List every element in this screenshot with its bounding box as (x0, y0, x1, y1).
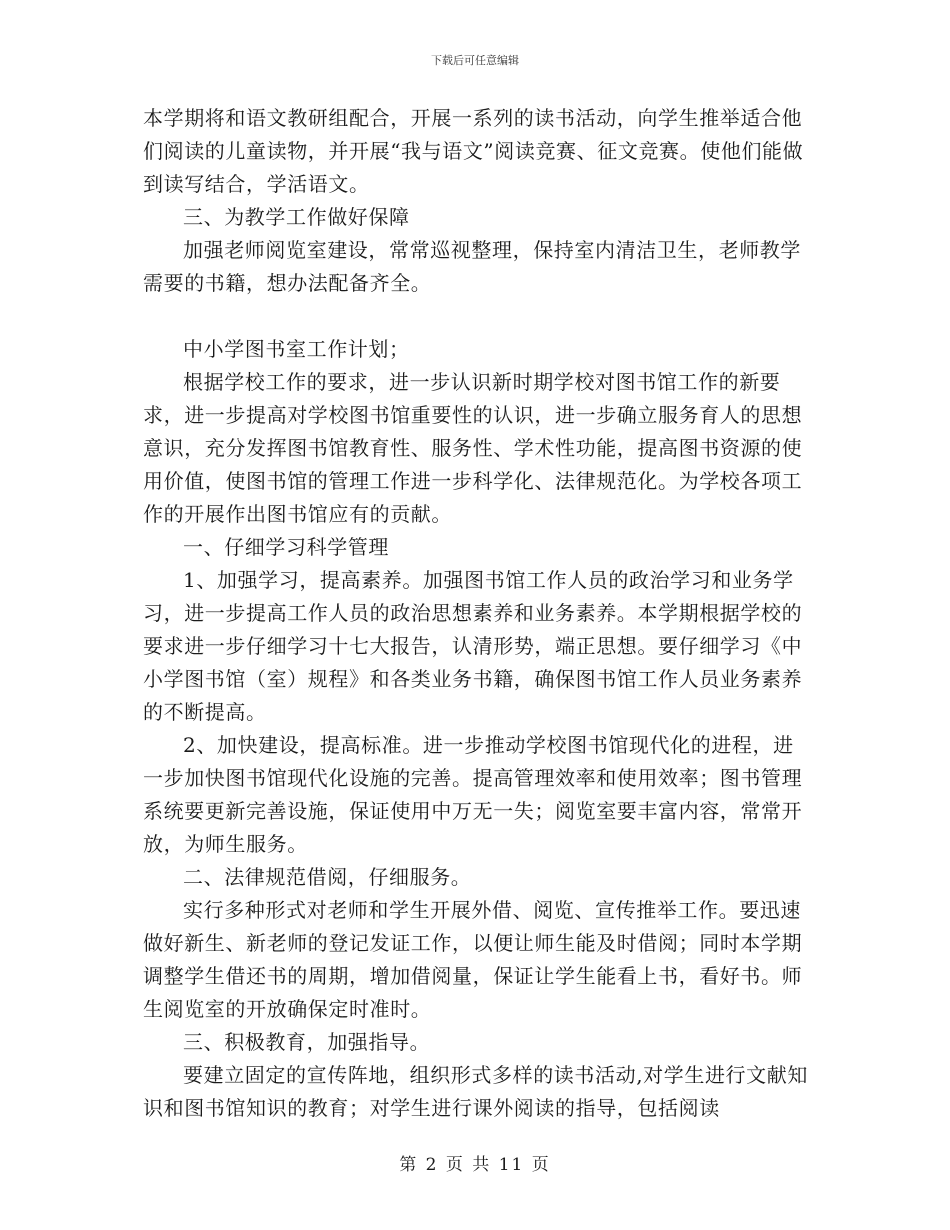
paragraph-education: 要建立固定的宣传阵地，组织形式多样的读书活动,对学生进行文献知识和图书馆知识的教育；对学生进行课外阅读的指导，包括阅读 (143, 1063, 808, 1120)
document-title: 中小学图书室工作计划； (183, 337, 410, 361)
page-number: 第 2 页 共 11 页 (399, 1155, 551, 1175)
paragraph-lending: 实行多种形式对老师和学生开展外借、阅览、宣传推举工作。要迅速做好新生、新老师的登记发证工作，以便让师生能及时借阅；同时本学期调整学生借还书的周期，增加借阅量，保证让学生能看上书，看好书。师生阅览室的开放确保定时准时。 (143, 898, 803, 1021)
paragraph-intro: 根据学校工作的要求，进一步认识新时期学校对图书馆工作的新要求，进一步提高对学校图书馆重要性的认识，进一步确立服务育人的思想意识，充分发挥图书馆教育性、服务性、学术性功能，提高图书资源的使用价值，使图书馆的管理工作进一步科学化、法律规范化。为学校各项工作的开展作出图书馆应有的贡献。 (143, 370, 803, 526)
paragraph-reading-activities: 本学期将和语文教研组配合，开展一系列的读书活动，向学生推举适合他们阅读的儿童读物，并开展“我与语文”阅读竞赛、征文竞赛。使他们能做到读写结合，学活语文。 (143, 106, 804, 196)
document-body (143, 102, 808, 1125)
paragraph-construction: 2、加快建设，提高标准。进一步推动学校图书馆现代化的进程，进一步加快图书馆现代化设施的完善。提高管理效率和使用效率；图书管理系统要更新完善设施，保证使用中万无一失；阅览室要丰富内容，常常开放，为师生服务。 (143, 733, 803, 856)
section-heading-1: 一、仔细学习科学管理 (183, 535, 389, 559)
paragraph-study: 1、加强学习，提高素养。加强图书馆工作人员的政治学习和业务学习，进一步提高工作人员的政治思想素养和业务素养。本学期根据学校的要求进一步仔细学习十七大报告，认清形势，端正思想。要仔细学习《中小学图书馆（室）规程》和各类业务书籍，确保图书馆工作人员业务素养的不断提高。 (143, 568, 803, 724)
section-heading-2: 二、法律规范借阅，仔细服务。 (183, 865, 472, 889)
section-heading-3: 三、积极教育，加强指导。 (183, 1030, 431, 1054)
page-header-note: 下载后可任意编辑 (431, 54, 519, 67)
paragraph-teacher-reading-room: 加强老师阅览室建设，常常巡视整理，保持室内清洁卫生，老师教学需要的书籍，想办法配备齐全。 (143, 238, 801, 295)
section-heading-teaching-support: 三、为教学工作做好保障 (183, 205, 410, 229)
paragraph-gap (143, 300, 808, 333)
